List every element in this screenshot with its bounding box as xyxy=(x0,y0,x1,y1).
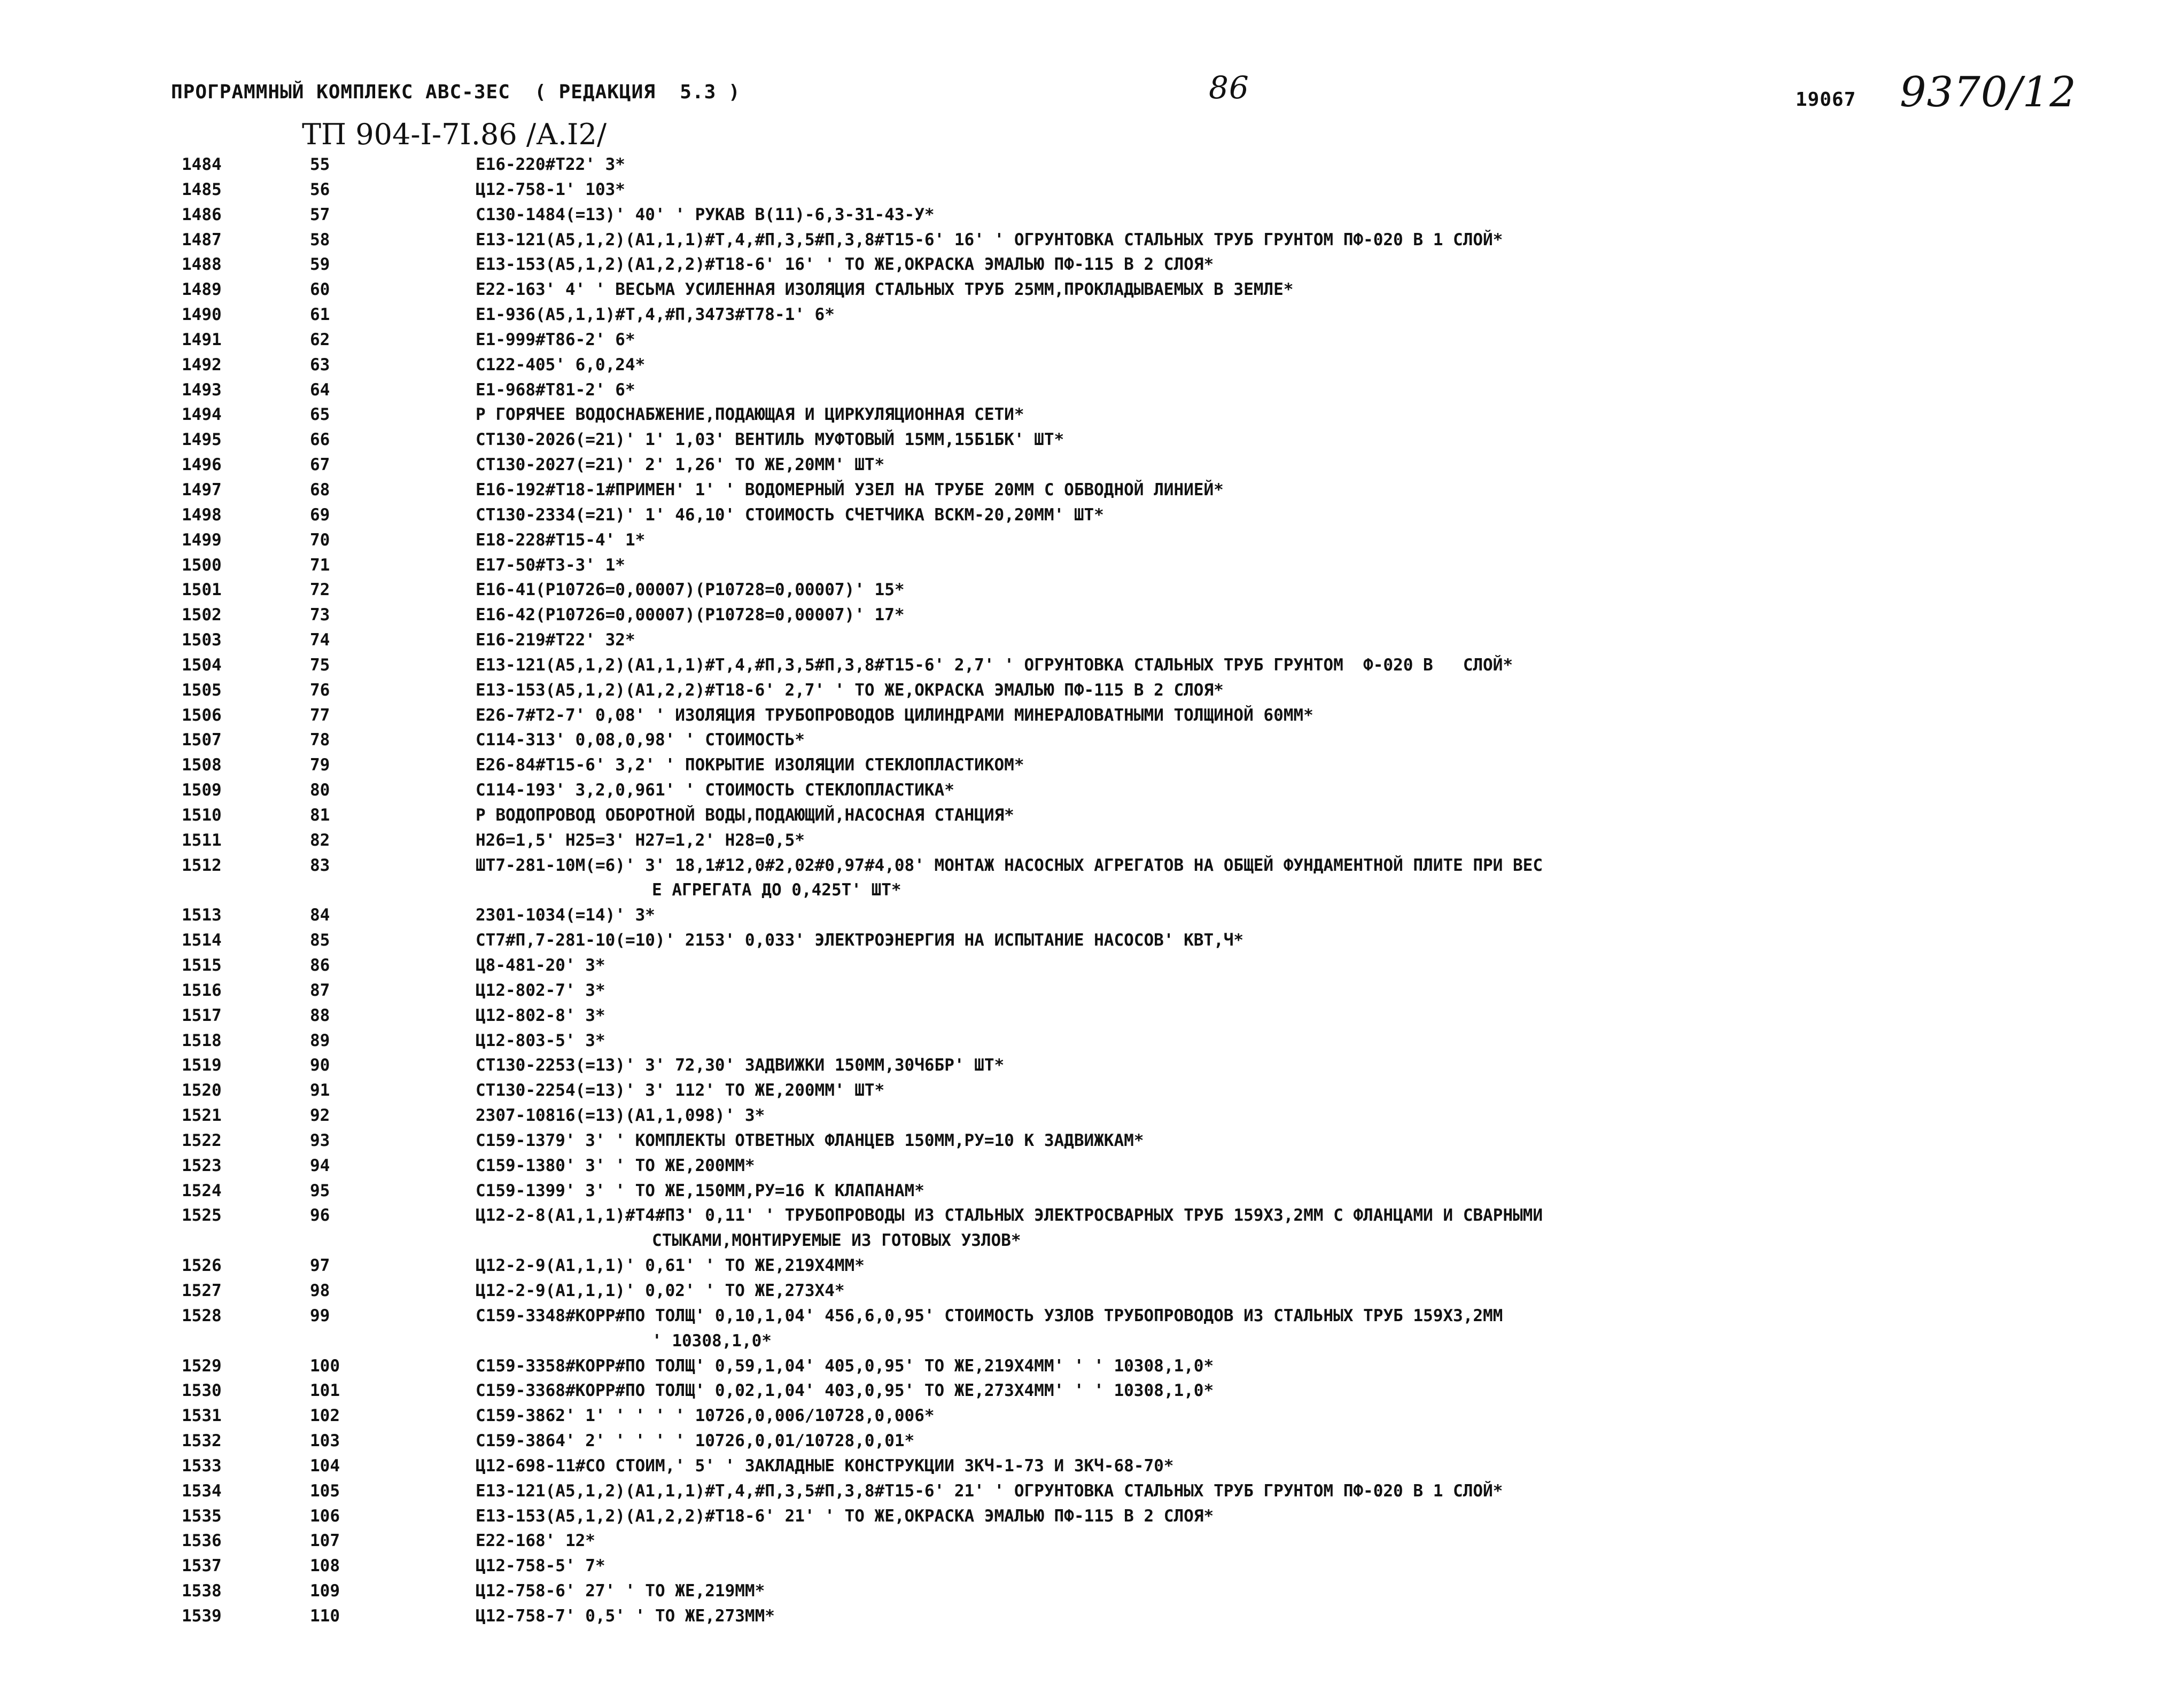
line-number: 1516 xyxy=(182,980,222,1000)
sequence-number: 63 xyxy=(310,355,330,374)
listing-row xyxy=(0,280,2184,305)
listing-row xyxy=(0,1281,2184,1306)
line-text: ' 10308,1,0* xyxy=(652,1331,772,1351)
line-number: 1515 xyxy=(182,956,222,975)
line-number: 1522 xyxy=(182,1130,222,1150)
listing-row xyxy=(0,906,2184,931)
line-number: 1530 xyxy=(182,1381,222,1401)
line-number: 1506 xyxy=(182,705,222,725)
line-number: 1518 xyxy=(182,1031,222,1050)
listing-row xyxy=(0,1606,2184,1632)
listing-row xyxy=(0,155,2184,180)
line-text: ШТ7-281-10М(=6)' 3' 18,1#12,0#2,02#0,97#4,08' МОНТАЖ НАСОСНЫХ АГРЕГАТОВ НА ОБЩЕЙ ФУНДАМЕНТНОЙ ПЛИТЕ ПРИ ВЕС xyxy=(476,855,1543,875)
line-number: 1512 xyxy=(182,855,222,875)
sequence-number: 60 xyxy=(310,280,330,300)
line-number: 1531 xyxy=(182,1406,222,1426)
sequence-number: 108 xyxy=(310,1556,340,1576)
listing-row xyxy=(0,730,2184,755)
sequence-number: 103 xyxy=(310,1431,340,1451)
sequence-number: 62 xyxy=(310,330,330,349)
listing-row xyxy=(0,405,2184,430)
line-text: Ц8-481-20' 3* xyxy=(476,956,605,975)
listing-row xyxy=(0,1456,2184,1481)
sequence-number: 55 xyxy=(310,155,330,174)
document-code: 19067 xyxy=(1796,89,1856,111)
sequence-number: 67 xyxy=(310,455,330,475)
sequence-number: 90 xyxy=(310,1056,330,1075)
sequence-number: 104 xyxy=(310,1456,340,1476)
line-number: 1514 xyxy=(182,931,222,950)
line-number: 1498 xyxy=(182,505,222,525)
listing-row xyxy=(0,205,2184,230)
sequence-number: 83 xyxy=(310,855,330,875)
listing-row xyxy=(0,1431,2184,1456)
listing-row xyxy=(0,380,2184,405)
line-text: 2301-1034(=14)' 3* xyxy=(476,906,655,925)
listing-row xyxy=(0,956,2184,981)
listing-row xyxy=(0,1556,2184,1581)
line-text: Е16-42(Р10726=0,00007)(Р10728=0,00007)' 17* xyxy=(476,605,905,625)
listing-row xyxy=(0,1056,2184,1081)
line-number: 1494 xyxy=(182,405,222,425)
line-text: СТ7#П,7-281-10(=10)' 2153' 0,033' ЭЛЕКТРОЭНЕРГИЯ НА ИСПЫТАНИЕ НАСОСОВ' КВТ,Ч* xyxy=(476,931,1244,950)
listing-row xyxy=(0,630,2184,656)
line-text: Е13-153(А5,1,2)(А1,2,2)#Т18-6' 21' ' ТО ЖЕ,ОКРАСКА ЭМАЛЬЮ ПФ-115 В 2 СЛОЯ* xyxy=(476,1506,1214,1526)
line-text: 2307-10816(=13)(А1,1,098)' 3* xyxy=(476,1106,765,1126)
line-number: 1489 xyxy=(182,280,222,300)
line-text: С114-313' 0,08,0,98' ' СТОИМОСТЬ* xyxy=(476,730,805,750)
listing-row xyxy=(0,781,2184,806)
line-text: Е16-41(Р10726=0,00007)(Р10728=0,00007)' 15* xyxy=(476,580,905,600)
line-text: Е18-228#Т15-4' 1* xyxy=(476,530,646,550)
listing-row xyxy=(0,605,2184,630)
sequence-number: 79 xyxy=(310,755,330,775)
sheet-number: 9370/12 xyxy=(1900,68,2077,116)
listing-row xyxy=(0,755,2184,781)
line-number: 1532 xyxy=(182,1431,222,1451)
line-text: С159-3862' 1' ' ' ' ' 10726,0,006/10728,0,006* xyxy=(476,1406,935,1426)
sequence-number: 56 xyxy=(310,180,330,199)
line-number: 1484 xyxy=(182,155,222,174)
line-text: С159-3864' 2' ' ' ' ' 10726,0,01/10728,0,01* xyxy=(476,1431,915,1451)
line-text: СТ130-2254(=13)' 3' 112' ТО ЖЕ,200ММ' ШТ* xyxy=(476,1081,885,1101)
line-text: Р ВОДОПРОВОД ОБОРОТНОЙ ВОДЫ,ПОДАЮЩИЙ,НАСОСНАЯ СТАНЦИЯ* xyxy=(476,805,1014,825)
sequence-number: 76 xyxy=(310,680,330,700)
listing-row xyxy=(0,1181,2184,1206)
line-number: 1508 xyxy=(182,755,222,775)
line-text: Е13-121(А5,1,2)(А1,1,1)#Т,4,#П,3,5#П,3,8#Т15-6' 16' ' ОГРУНТОВКА СТАЛЬНЫХ ТРУБ ГРУНТОМ ПФ-020 В 1 СЛОЙ* xyxy=(476,230,1503,249)
line-text: Е1-999#Т86-2' 6* xyxy=(476,330,635,349)
sequence-number: 80 xyxy=(310,781,330,800)
line-text: Ц12-802-8' 3* xyxy=(476,1005,605,1025)
line-number: 1496 xyxy=(182,455,222,475)
line-text: Е16-192#Т18-1#ПРИМЕН' 1' ' ВОДОМЕРНЫЙ УЗЕЛ НА ТРУБЕ 20ММ С ОБВОДНОЙ ЛИНИЕЙ* xyxy=(476,480,1224,500)
listing-row xyxy=(0,1031,2184,1056)
line-number: 1534 xyxy=(182,1481,222,1501)
line-text: С159-3348#КОРР#ПО ТОЛЩ' 0,10,1,04' 456,6,0,95' СТОИМОСТЬ УЗЛОВ ТРУБОПРОВОДОВ ИЗ СТАЛЬНЫХ ТРУБ 159Х3,2ММ xyxy=(476,1306,1503,1325)
line-text: С114-193' 3,2,0,961' ' СТОИМОСТЬ СТЕКЛОПЛАСТИКА* xyxy=(476,781,954,800)
sequence-number: 87 xyxy=(310,980,330,1000)
line-number: 1536 xyxy=(182,1531,222,1551)
listing-row xyxy=(0,1306,2184,1331)
sequence-number: 74 xyxy=(310,630,330,650)
line-text: С122-405' 6,0,24* xyxy=(476,355,646,374)
listing-row xyxy=(0,1156,2184,1181)
line-number: 1505 xyxy=(182,680,222,700)
listing-row xyxy=(0,656,2184,681)
line-text: СТ130-2253(=13)' 3' 72,30' ЗАДВИЖКИ 150ММ,30Ч6БР' ШТ* xyxy=(476,1056,1005,1075)
listing-row xyxy=(0,1507,2184,1532)
sequence-number: 61 xyxy=(310,305,330,325)
listing-row xyxy=(0,530,2184,556)
sequence-number: 85 xyxy=(310,931,330,950)
sequence-number: 91 xyxy=(310,1081,330,1101)
line-number: 1537 xyxy=(182,1556,222,1576)
sequence-number: 96 xyxy=(310,1206,330,1226)
sequence-number: 95 xyxy=(310,1181,330,1200)
sequence-number: 86 xyxy=(310,956,330,975)
listing-row xyxy=(0,831,2184,856)
sequence-number: 69 xyxy=(310,505,330,525)
line-text: Ц12-758-1' 103* xyxy=(476,180,625,199)
listing-row xyxy=(0,305,2184,330)
line-number: 1538 xyxy=(182,1581,222,1601)
sequence-number: 59 xyxy=(310,255,330,275)
listing-row xyxy=(0,1006,2184,1031)
sequence-number: 72 xyxy=(310,580,330,600)
listing-row xyxy=(0,255,2184,280)
listing-row xyxy=(0,455,2184,480)
line-text: Е17-50#Т3-3' 1* xyxy=(476,555,625,575)
line-number: 1491 xyxy=(182,330,222,349)
line-number: 1535 xyxy=(182,1506,222,1526)
sequence-number: 82 xyxy=(310,830,330,850)
line-number: 1511 xyxy=(182,830,222,850)
sequence-number: 101 xyxy=(310,1381,340,1401)
line-text: С159-3368#КОРР#ПО ТОЛЩ' 0,02,1,04' 403,0,95' ТО ЖЕ,273Х4ММ' ' ' 10308,1,0* xyxy=(476,1381,1214,1401)
line-number: 1501 xyxy=(182,580,222,600)
listing-row xyxy=(0,1531,2184,1556)
line-text: С159-1379' 3' ' КОМПЛЕКТЫ ОТВЕТНЫХ ФЛАНЦЕВ 150ММ,РУ=10 К ЗАДВИЖКАМ* xyxy=(476,1130,1144,1150)
line-number: 1520 xyxy=(182,1081,222,1101)
sequence-number: 99 xyxy=(310,1306,330,1325)
line-number: 1521 xyxy=(182,1106,222,1126)
line-text: С159-1399' 3' ' ТО ЖЕ,150ММ,РУ=16 К КЛАПАНАМ* xyxy=(476,1181,924,1200)
sequence-number: 88 xyxy=(310,1005,330,1025)
listing-row xyxy=(0,430,2184,455)
sequence-number: 81 xyxy=(310,805,330,825)
line-text: СТЫКАМИ,МОНТИРУЕМЫЕ ИЗ ГОТОВЫХ УЗЛОВ* xyxy=(652,1231,1021,1251)
line-number: 1528 xyxy=(182,1306,222,1325)
line-number: 1526 xyxy=(182,1256,222,1276)
listing-row xyxy=(0,330,2184,355)
listing-row xyxy=(0,1131,2184,1156)
line-text: С159-3358#КОРР#ПО ТОЛЩ' 0,59,1,04' 405,0,95' ТО ЖЕ,219Х4ММ' ' ' 10308,1,0* xyxy=(476,1356,1214,1376)
line-number: 1499 xyxy=(182,530,222,550)
line-text: Ц12-758-6' 27' ' ТО ЖЕ,219ММ* xyxy=(476,1581,765,1601)
line-text: С159-1380' 3' ' ТО ЖЕ,200ММ* xyxy=(476,1156,755,1175)
sequence-number: 100 xyxy=(310,1356,340,1376)
sequence-number: 71 xyxy=(310,555,330,575)
sequence-number: 70 xyxy=(310,530,330,550)
line-number: 1524 xyxy=(182,1181,222,1200)
line-text: СТ130-2027(=21)' 2' 1,26' ТО ЖЕ,20ММ' ШТ* xyxy=(476,455,885,475)
line-number: 1490 xyxy=(182,305,222,325)
listing-row xyxy=(0,681,2184,706)
line-number: 1495 xyxy=(182,430,222,450)
line-number: 1493 xyxy=(182,380,222,400)
line-number: 1486 xyxy=(182,205,222,224)
line-number: 1504 xyxy=(182,655,222,675)
line-number: 1485 xyxy=(182,180,222,199)
listing-row xyxy=(0,230,2184,255)
listing-row xyxy=(0,180,2184,205)
line-text: Ц12-758-7' 0,5' ' ТО ЖЕ,273ММ* xyxy=(476,1606,775,1626)
line-number: 1529 xyxy=(182,1356,222,1376)
line-text: Ц12-2-8(А1,1,1)#Т4#П3' 0,11' ' ТРУБОПРОВОДЫ ИЗ СТАЛЬНЫХ ЭЛЕКТРОСВАРНЫХ ТРУБ 159Х3,2ММ С ФЛАНЦАМИ И СВАРНЫМИ xyxy=(476,1206,1543,1226)
listing-row xyxy=(0,580,2184,605)
sequence-number: 107 xyxy=(310,1531,340,1551)
line-text: Ц12-803-5' 3* xyxy=(476,1031,605,1050)
line-text: Ц12-758-5' 7* xyxy=(476,1556,605,1576)
sequence-number: 89 xyxy=(310,1031,330,1050)
line-text: Е1-936(А5,1,1)#Т,4,#П,3473#Т78-1' 6* xyxy=(476,305,835,325)
line-text: Р ГОРЯЧЕЕ ВОДОСНАБЖЕНИЕ,ПОДАЮЩАЯ И ЦИРКУЛЯЦИОННАЯ СЕТИ* xyxy=(476,405,1024,425)
listing-continuation xyxy=(0,880,2184,906)
line-text: Е1-968#Т81-2' 6* xyxy=(476,380,635,400)
line-number: 1500 xyxy=(182,555,222,575)
line-text: Е13-153(А5,1,2)(А1,2,2)#Т18-6' 2,7' ' ТО ЖЕ,ОКРАСКА ЭМАЛЬЮ ПФ-115 В 2 СЛОЯ* xyxy=(476,680,1224,700)
sequence-number: 58 xyxy=(310,230,330,249)
line-number: 1497 xyxy=(182,480,222,500)
sequence-number: 66 xyxy=(310,430,330,450)
line-number: 1488 xyxy=(182,255,222,275)
line-text: С130-1484(=13)' 40' ' РУКАВ В(11)-6,3-31-43-У* xyxy=(476,205,935,224)
listing-row xyxy=(0,1256,2184,1281)
listing-row xyxy=(0,505,2184,530)
sequence-number: 68 xyxy=(310,480,330,500)
listing-row xyxy=(0,1206,2184,1231)
listing-row xyxy=(0,1406,2184,1431)
sequence-number: 75 xyxy=(310,655,330,675)
sequence-number: 106 xyxy=(310,1506,340,1526)
sequence-number: 73 xyxy=(310,605,330,625)
sequence-number: 94 xyxy=(310,1156,330,1175)
line-text: Е16-220#Т22' 3* xyxy=(476,155,625,174)
listing-continuation xyxy=(0,1331,2184,1356)
listing-row xyxy=(0,1481,2184,1507)
listing-row xyxy=(0,981,2184,1006)
line-number: 1539 xyxy=(182,1606,222,1626)
listing-row xyxy=(0,1381,2184,1406)
listing-row xyxy=(0,355,2184,380)
line-text: Е13-121(А5,1,2)(А1,1,1)#Т,4,#П,3,5#П,3,8#Т15-6' 21' ' ОГРУНТОВКА СТАЛЬНЫХ ТРУБ ГРУНТОМ ПФ-020 В 1 СЛОЙ* xyxy=(476,1481,1503,1501)
line-number: 1525 xyxy=(182,1206,222,1226)
line-text: Е26-84#Т15-6' 3,2' ' ПОКРЫТИЕ ИЗОЛЯЦИИ СТЕКЛОПЛАСТИКОМ* xyxy=(476,755,1024,775)
sequence-number: 97 xyxy=(310,1256,330,1276)
line-number: 1487 xyxy=(182,230,222,249)
line-text: Е13-121(А5,1,2)(А1,1,1)#Т,4,#П,3,5#П,3,8#Т15-6' 2,7' ' ОГРУНТОВКА СТАЛЬНЫХ ТРУБ ГРУНТОМ Ф-020 В СЛОЙ* xyxy=(476,655,1513,675)
sequence-number: 77 xyxy=(310,705,330,725)
listing-lines xyxy=(0,155,2184,1632)
listing-row xyxy=(0,1581,2184,1606)
sequence-number: 105 xyxy=(310,1481,340,1501)
listing-row xyxy=(0,1356,2184,1382)
line-text: СТ130-2026(=21)' 1' 1,03' ВЕНТИЛЬ МУФТОВЫЙ 15ММ,15Б1БК' ШТ* xyxy=(476,430,1064,450)
line-text: Е13-153(А5,1,2)(А1,2,2)#Т18-6' 16' ' ТО ЖЕ,ОКРАСКА ЭМАЛЬЮ ПФ-115 В 2 СЛОЯ* xyxy=(476,255,1214,275)
line-text: Е22-163' 4' ' ВЕСЬМА УСИЛЕННАЯ ИЗОЛЯЦИЯ СТАЛЬНЫХ ТРУБ 25ММ,ПРОКЛАДЫВАЕМЫХ В ЗЕМЛЕ* xyxy=(476,280,1294,300)
page-number: 86 xyxy=(1209,69,1249,106)
program-header: ПРОГРАММНЫЙ КОМПЛЕКС АВС-ЗЕС ( РЕДАКЦИЯ 5.3 ) xyxy=(171,81,741,103)
line-text: Ц12-802-7' 3* xyxy=(476,980,605,1000)
sequence-number: 110 xyxy=(310,1606,340,1626)
line-number: 1492 xyxy=(182,355,222,374)
line-number: 1527 xyxy=(182,1281,222,1300)
line-text: Е АГРЕГАТА ДО 0,425Т' ШТ* xyxy=(652,880,901,900)
listing-row xyxy=(0,1106,2184,1131)
sequence-number: 102 xyxy=(310,1406,340,1426)
sequence-number: 98 xyxy=(310,1281,330,1300)
line-number: 1502 xyxy=(182,605,222,625)
line-number: 1533 xyxy=(182,1456,222,1476)
sequence-number: 109 xyxy=(310,1581,340,1601)
line-text: Е16-219#Т22' 32* xyxy=(476,630,635,650)
line-number: 1523 xyxy=(182,1156,222,1175)
listing-continuation xyxy=(0,1231,2184,1256)
listing-row xyxy=(0,856,2184,881)
project-subtitle: ТП 904-I-7I.86 /А.I2/ xyxy=(302,118,607,151)
line-number: 1510 xyxy=(182,805,222,825)
listing-row xyxy=(0,480,2184,505)
line-text: Е22-168' 12* xyxy=(476,1531,595,1551)
line-number: 1509 xyxy=(182,781,222,800)
line-text: Ц12-2-9(А1,1,1)' 0,02' ' ТО ЖЕ,273Х4* xyxy=(476,1281,845,1300)
sequence-number: 93 xyxy=(310,1130,330,1150)
line-text: Е26-7#Т2-7' 0,08' ' ИЗОЛЯЦИЯ ТРУБОПРОВОДОВ ЦИЛИНДРАМИ МИНЕРАЛОВАТНЫМИ ТОЛЩИНОЙ 60ММ* xyxy=(476,705,1313,725)
sequence-number: 78 xyxy=(310,730,330,750)
listing-row xyxy=(0,931,2184,956)
listing-row xyxy=(0,806,2184,831)
line-number: 1513 xyxy=(182,906,222,925)
listing-row xyxy=(0,556,2184,581)
sequence-number: 65 xyxy=(310,405,330,425)
line-number: 1519 xyxy=(182,1056,222,1075)
listing-row xyxy=(0,706,2184,731)
line-number: 1503 xyxy=(182,630,222,650)
line-text: Ц12-2-9(А1,1,1)' 0,61' ' ТО ЖЕ,219Х4ММ* xyxy=(476,1256,865,1276)
sequence-number: 92 xyxy=(310,1106,330,1126)
line-text: СТ130-2334(=21)' 1' 46,10' СТОИМОСТЬ СЧЕТЧИКА ВСКМ-20,20ММ' ШТ* xyxy=(476,505,1104,525)
line-text: Ц12-698-11#СО СТОИМ,' 5' ' ЗАКЛАДНЫЕ КОНСТРУКЦИИ ЗКЧ-1-73 И ЗКЧ-68-70* xyxy=(476,1456,1174,1476)
line-number: 1507 xyxy=(182,730,222,750)
sequence-number: 84 xyxy=(310,906,330,925)
line-number: 1517 xyxy=(182,1005,222,1025)
line-text: Н26=1,5' Н25=3' Н27=1,2' Н28=0,5* xyxy=(476,830,805,850)
sequence-number: 64 xyxy=(310,380,330,400)
sequence-number: 57 xyxy=(310,205,330,224)
listing-row xyxy=(0,1081,2184,1106)
